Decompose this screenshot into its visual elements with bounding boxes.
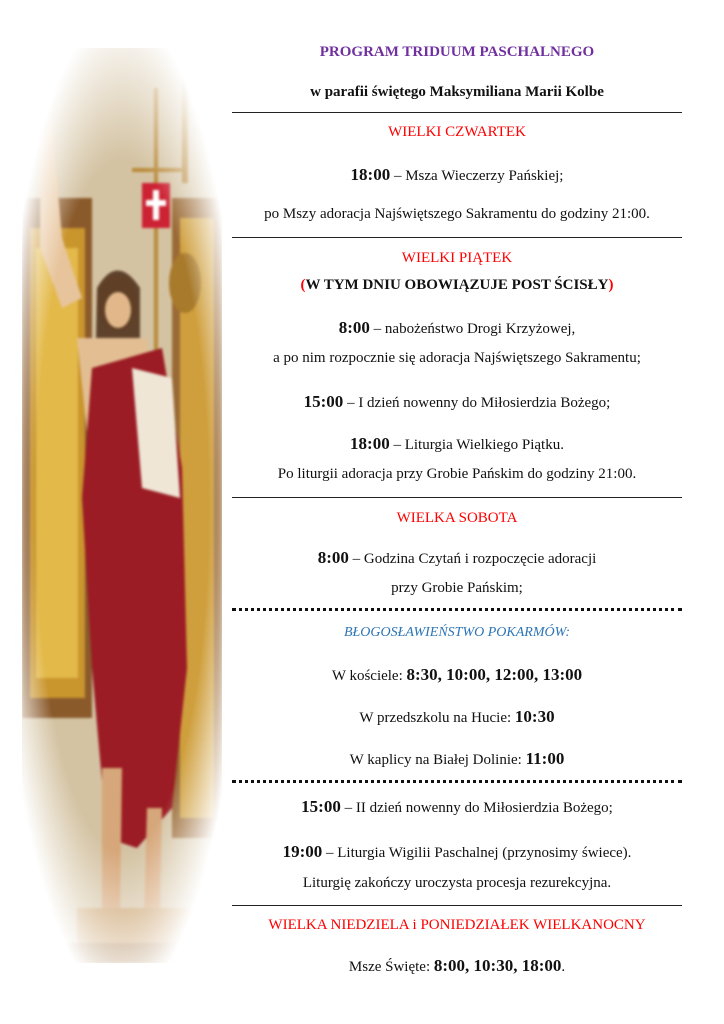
saturday-text-1: – Godzina Czytań i rozpoczęcie adoracji	[348, 551, 597, 567]
saturday-time-2: 15:00	[301, 797, 341, 816]
fast-text: W TYM DNIU OBOWIĄZUJE POST ŚCISŁY	[305, 277, 609, 293]
divider	[232, 237, 682, 238]
thursday-mass	[232, 165, 682, 185]
fast-notice	[232, 277, 682, 294]
saturday-tomb: przy Grobie Pańskim;	[391, 580, 523, 596]
dotted-divider	[232, 608, 682, 611]
blessing-church	[232, 665, 682, 685]
friday-stations	[232, 318, 682, 338]
blessing-kindergarten-label: W przedszkolu na Hucie:	[359, 710, 515, 726]
saturday-novena	[232, 797, 682, 817]
sunday-heading: WIELKA NIEDZIELA i PONIEDZIAŁEK WIELKANOCNY	[268, 917, 646, 933]
sunday-times: 8:00, 10:30, 18:00	[433, 956, 562, 975]
friday-adoration: a po nim rozpocznie się adoracja Najświętszego Sakramentu;	[273, 350, 641, 366]
sunday-end: .	[561, 959, 566, 975]
fast-paren-open: (	[300, 277, 306, 293]
friday-novena	[232, 392, 682, 412]
blessing-heading: BŁOGOSŁAWIEŃSTWO POKARMÓW:	[343, 625, 571, 640]
saturday-note: Liturgię zakończy uroczysta procesja rezurekcyjna.	[302, 875, 612, 891]
friday-text-1: – nabożeństwo Drogi Krzyżowej,	[369, 321, 576, 337]
blessing-kindergarten	[232, 707, 682, 727]
divider	[232, 497, 682, 498]
dotted-divider	[232, 780, 682, 783]
friday-liturgy	[232, 434, 682, 454]
thursday-heading: WIELKI CZWARTEK	[388, 124, 526, 140]
divider	[232, 905, 682, 906]
sunday-masses	[232, 956, 682, 976]
blessing-chapel-label: W kaplicy na Białej Dolinie:	[349, 752, 526, 768]
divider	[232, 112, 682, 113]
thursday-text: – Msza Wieczerzy Pańskiej;	[390, 168, 564, 184]
saturday-time-1: 8:00	[317, 548, 349, 567]
fast-paren-close: )	[608, 277, 614, 293]
saturday-heading: WIELKA SOBOTA	[396, 510, 518, 526]
thursday-note: po Mszy adoracja Najświętszego Sakramentu do godziny 21:00.	[264, 206, 650, 222]
saturday-text-2: – II dzień nowenny do Miłosierdzia Bożego;	[340, 800, 613, 816]
sunday-label: Msze Święte:	[348, 959, 434, 975]
friday-text-2: – I dzień nowenny do Miłosierdzia Bożego;	[343, 395, 611, 411]
page-subtitle: w parafii świętego Maksymiliana Marii Kolbe	[310, 84, 604, 100]
blessing-church-times: 8:30, 10:00, 12:00, 13:00	[406, 665, 583, 684]
blessing-chapel	[232, 749, 682, 769]
blessing-chapel-times: 11:00	[525, 749, 565, 768]
saturday-text-3: – Liturgia Wigilii Paschalnej (przynosimy świece).	[322, 845, 632, 861]
program-content	[232, 0, 682, 1024]
blessing-church-label: W kościele:	[331, 668, 407, 684]
blessing-kindergarten-times: 10:30	[514, 707, 555, 726]
saturday-vigil	[232, 842, 682, 862]
friday-time-3: 18:00	[350, 434, 390, 453]
friday-heading: WIELKI PIĄTEK	[401, 250, 513, 266]
friday-time-2: 15:00	[303, 392, 344, 411]
statue-image	[22, 48, 222, 963]
friday-time-1: 8:00	[338, 318, 370, 337]
friday-text-3: – Liturgia Wielkiego Piątku.	[389, 437, 564, 453]
saturday-time-3: 19:00	[282, 842, 323, 861]
saturday-readings	[232, 548, 682, 568]
friday-note: Po liturgii adoracja przy Grobie Pańskim do godziny 21:00.	[277, 466, 637, 482]
thursday-time: 18:00	[350, 165, 391, 184]
page-title: PROGRAM TRIDUUM PASCHALNEGO	[319, 44, 595, 60]
